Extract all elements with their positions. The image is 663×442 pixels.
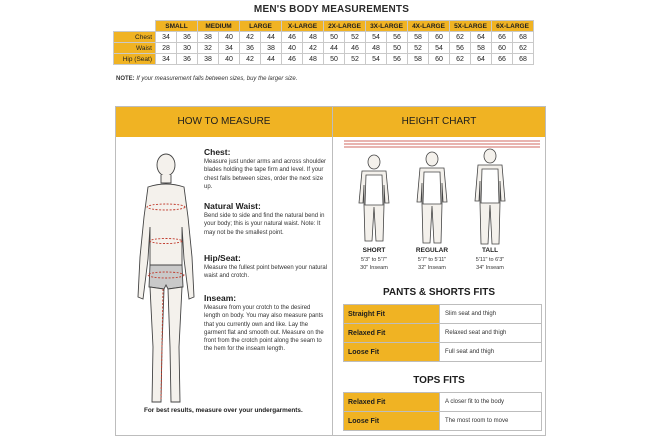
fit-name: Loose Fit: [344, 343, 440, 362]
measurement-cell: 62: [450, 32, 471, 43]
measurement-cell: 50: [324, 54, 345, 65]
measurement-cell: 54: [366, 32, 387, 43]
measurement-cell: 58: [408, 32, 429, 43]
measurement-cell: 56: [450, 43, 471, 54]
size-table-row: [114, 54, 534, 65]
measurement-cell: 38: [261, 43, 282, 54]
size-header: SMALL: [156, 21, 198, 32]
measurement-cell: 66: [492, 54, 513, 65]
size-table: [113, 20, 534, 65]
tall-figure: [460, 145, 520, 245]
measurement-cell: 56: [387, 32, 408, 43]
measurement-cell: 60: [429, 32, 450, 43]
measurement-cell: 60: [492, 43, 513, 54]
measurement-cell: 66: [492, 32, 513, 43]
measurement-cell: 46: [345, 43, 366, 54]
measure-guide-panel: [115, 106, 546, 436]
measurement-label: Chest: [114, 32, 156, 43]
size-header: 3X-LARGE: [366, 21, 408, 32]
measure-text: Measure the fullest point between your natural waist and crotch.: [204, 265, 328, 280]
measurement-cell: 28: [156, 43, 177, 54]
size-table-corner: [114, 21, 156, 32]
measurement-cell: 36: [177, 32, 198, 43]
measurement-cell: 34: [156, 54, 177, 65]
measure-text: Measure just under arms and across shoulder blades holding the tape firm and level. If your chest falls between sizes, order the next size up.: [204, 159, 327, 190]
size-header: 5X-LARGE: [450, 21, 492, 32]
measurement-cell: 50: [387, 43, 408, 54]
measurement-cell: 62: [450, 54, 471, 65]
measurement-cell: 54: [366, 54, 387, 65]
measurement-cell: 34: [219, 43, 240, 54]
pants-fits-table: [343, 304, 542, 362]
fit-row: [344, 393, 542, 412]
measurement-cell: 40: [282, 43, 303, 54]
measure-waist: [204, 201, 328, 237]
fit-desc: Relaxed seat and thigh: [440, 324, 542, 343]
fit-name: Relaxed Fit: [344, 393, 440, 412]
measurement-cell: 48: [303, 32, 324, 43]
tops-fits-table: [343, 392, 542, 431]
size-table-row: [114, 32, 534, 43]
size-header: 2X-LARGE: [324, 21, 366, 32]
measurement-cell: 34: [156, 32, 177, 43]
measure-footer: For best results, measure over your undergarments.: [144, 407, 303, 414]
measurement-cell: 36: [177, 54, 198, 65]
height-range-tall: 5'11" to 6'3": [475, 257, 505, 263]
measurement-cell: 68: [513, 32, 534, 43]
measure-text: Bend side to side and find the natural bend in your body; this is your natural waist. Note: It may not be the smallest point.: [204, 213, 325, 236]
measurement-cell: 30: [177, 43, 198, 54]
size-header: MEDIUM: [198, 21, 240, 32]
measurement-cell: 44: [324, 43, 345, 54]
fit-row: [344, 343, 542, 362]
measurement-cell: 64: [471, 54, 492, 65]
fit-name: Straight Fit: [344, 305, 440, 324]
measurement-cell: 46: [282, 32, 303, 43]
measurement-cell: 52: [345, 32, 366, 43]
size-note: [116, 76, 297, 82]
measurement-cell: 40: [219, 32, 240, 43]
measurement-cell: 44: [261, 32, 282, 43]
fit-desc: A closer fit to the body: [440, 393, 542, 412]
measurement-cell: 46: [282, 54, 303, 65]
measurement-cell: 42: [303, 43, 324, 54]
size-header: X-LARGE: [282, 21, 324, 32]
measurement-cell: 50: [324, 32, 345, 43]
measurement-cell: 36: [240, 43, 261, 54]
measurement-cell: 40: [219, 54, 240, 65]
measurement-cell: 68: [513, 54, 534, 65]
size-header: 6X-LARGE: [492, 21, 534, 32]
measure-chest: [204, 147, 328, 191]
measurement-cell: 58: [471, 43, 492, 54]
height-chart-header: HEIGHT CHART: [333, 107, 545, 137]
measurement-label: Hip (Seat): [114, 54, 156, 65]
measurement-label: Waist: [114, 43, 156, 54]
page-title: MEN'S BODY MEASUREMENTS: [253, 4, 410, 15]
measurement-cell: 56: [387, 54, 408, 65]
how-to-measure-header: HOW TO MEASURE: [116, 107, 332, 137]
measurement-cell: 54: [429, 43, 450, 54]
height-label-tall: TALL: [481, 247, 499, 254]
tops-fits-title: TOPS FITS: [413, 375, 465, 386]
inseam-tall: 34" Inseam: [476, 265, 504, 271]
measurement-cell: 62: [513, 43, 534, 54]
measure-hip: [204, 253, 328, 281]
short-figure: [344, 145, 404, 245]
measurement-cell: 42: [240, 32, 261, 43]
fit-row: [344, 324, 542, 343]
note-label: NOTE:: [116, 76, 135, 82]
measurement-cell: 48: [366, 43, 387, 54]
fit-desc: Full seat and thigh: [440, 343, 542, 362]
regular-figure: [402, 145, 462, 245]
fit-name: Relaxed Fit: [344, 324, 440, 343]
inseam-short: 30" Inseam: [360, 265, 388, 271]
height-range-regular: 5'7" to 5'11": [417, 257, 447, 263]
size-table-row: [114, 43, 534, 54]
measure-inseam: [204, 293, 328, 354]
measurement-cell: 60: [429, 54, 450, 65]
measurement-cell: 58: [408, 54, 429, 65]
fit-desc: The most room to move: [440, 412, 542, 431]
height-range-short: 5'3" to 5'7": [361, 257, 387, 263]
fit-row: [344, 412, 542, 431]
measure-heading: Inseam:: [204, 293, 237, 303]
measurement-cell: 52: [408, 43, 429, 54]
fit-row: [344, 305, 542, 324]
measurement-cell: 42: [240, 54, 261, 65]
measurement-cell: 64: [471, 32, 492, 43]
measurement-cell: 52: [345, 54, 366, 65]
note-text: If your measurement falls between sizes, buy the larger size.: [136, 76, 298, 82]
measure-heading: Chest:: [204, 147, 231, 157]
measurement-cell: 32: [198, 43, 219, 54]
measurement-cell: 44: [261, 54, 282, 65]
fit-name: Loose Fit: [344, 412, 440, 431]
measure-heading: Natural Waist:: [204, 201, 261, 211]
measure-text: Measure from your crotch to the desired length on body. You may also measure pants that you currently own and like. Lay the garment flat and smooth out. Measure on the front from the crotch point along the seam to the hem for the inseam length.: [204, 305, 324, 353]
size-header: LARGE: [240, 21, 282, 32]
pants-fits-title: PANTS & SHORTS FITS: [382, 287, 496, 298]
measure-heading: Hip/Seat:: [204, 253, 241, 263]
fit-desc: Slim seat and thigh: [440, 305, 542, 324]
inseam-regular: 32" Inseam: [418, 265, 446, 271]
measurement-cell: 38: [198, 32, 219, 43]
height-label-regular: REGULAR: [415, 247, 449, 254]
size-header: 4X-LARGE: [408, 21, 450, 32]
measurement-cell: 38: [198, 54, 219, 65]
measurement-cell: 48: [303, 54, 324, 65]
body-measure-figure: [126, 147, 206, 412]
height-label-short: SHORT: [362, 247, 386, 254]
